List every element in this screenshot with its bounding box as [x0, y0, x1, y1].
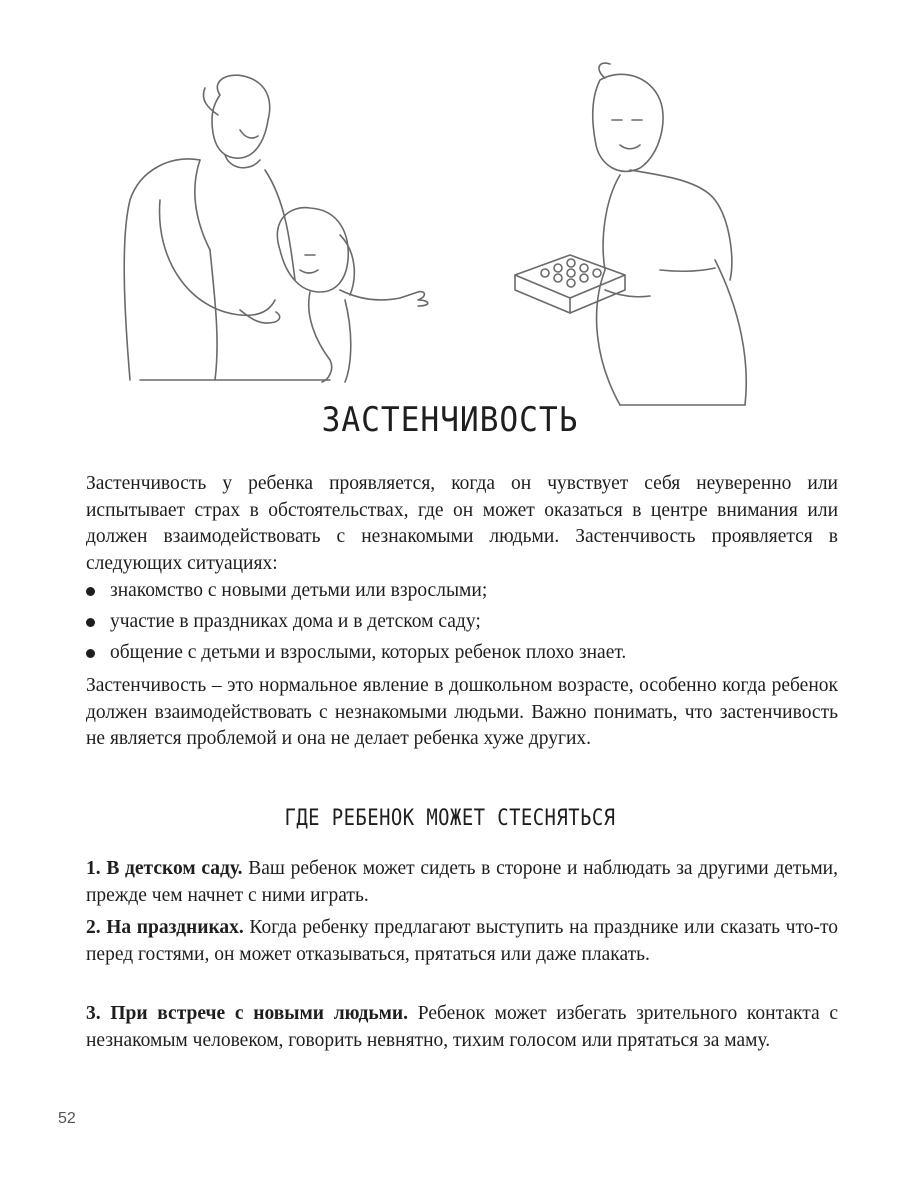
item-text: Когда ребенку предлагают выступить на празднике или сказать что-то перед гостями, он может отказываться, прятаться или даже плакать.: [86, 917, 839, 965]
man-figure: [124, 75, 330, 380]
situations-list: [86, 578, 838, 671]
item-text: Ребенок может избегать зрительного контакта с незнакомым человеком, говорить невнятно, тихим голосом или прятаться за маму.: [86, 1003, 838, 1051]
section-subtitle: ГДЕ РЕБЕНОК МОЖЕТ СТЕСНЯТЬСЯ: [284, 806, 616, 831]
girl-figure: [277, 208, 427, 382]
intro-text: Застенчивость у ребенка проявляется, когда он чувствует себя неуверенно или испытывает страх в обстоятельствах, где он может оказаться в центре внимания или должен взаимодействовать с незнакомыми людьми. Застенчивость проявляется в следующих ситуациях:: [86, 473, 838, 574]
normality-paragraph: [86, 673, 838, 753]
list-item: участие в праздниках дома и в детском саду;: [86, 609, 838, 636]
list-item: знакомство с новыми детьми или взрослыми;: [86, 578, 838, 605]
item-lead: 3. При встрече с новыми людьми.: [86, 1003, 409, 1024]
list-item: общение с детьми и взрослыми, которых ребенок плохо знает.: [86, 640, 838, 667]
intro-paragraph: [86, 471, 838, 577]
page-number: 52: [58, 1110, 76, 1127]
bullet-dot-icon: [86, 618, 95, 627]
bullet-dot-icon: [86, 649, 95, 658]
woman-figure: [593, 63, 747, 405]
situation-item-holidays: [86, 915, 838, 968]
situation-item-kindergarten: [86, 856, 838, 909]
item-lead: 2. На праздниках.: [86, 917, 244, 938]
item-text: Ваш ребенок может сидеть в стороне и наблюдать за другими детьми, прежде чем начнет с ними играть.: [86, 858, 838, 906]
gift-box: [515, 255, 650, 313]
page-title: ЗАСТЕНЧИВОСТЬ: [321, 400, 579, 440]
illustration-shy-child: [100, 60, 800, 420]
bullet-dot-icon: [86, 587, 95, 596]
item-lead: 1. В детском саду.: [86, 858, 243, 879]
normality-text: Застенчивость – это нормальное явление в дошкольном возрасте, особенно когда ребенок должен взаимодействовать с незнакомыми людьми. Важно понимать, что застенчивость не является проблемой и она не делает ребенка хуже других.: [86, 675, 838, 749]
situation-item-new-people: [86, 1001, 838, 1054]
